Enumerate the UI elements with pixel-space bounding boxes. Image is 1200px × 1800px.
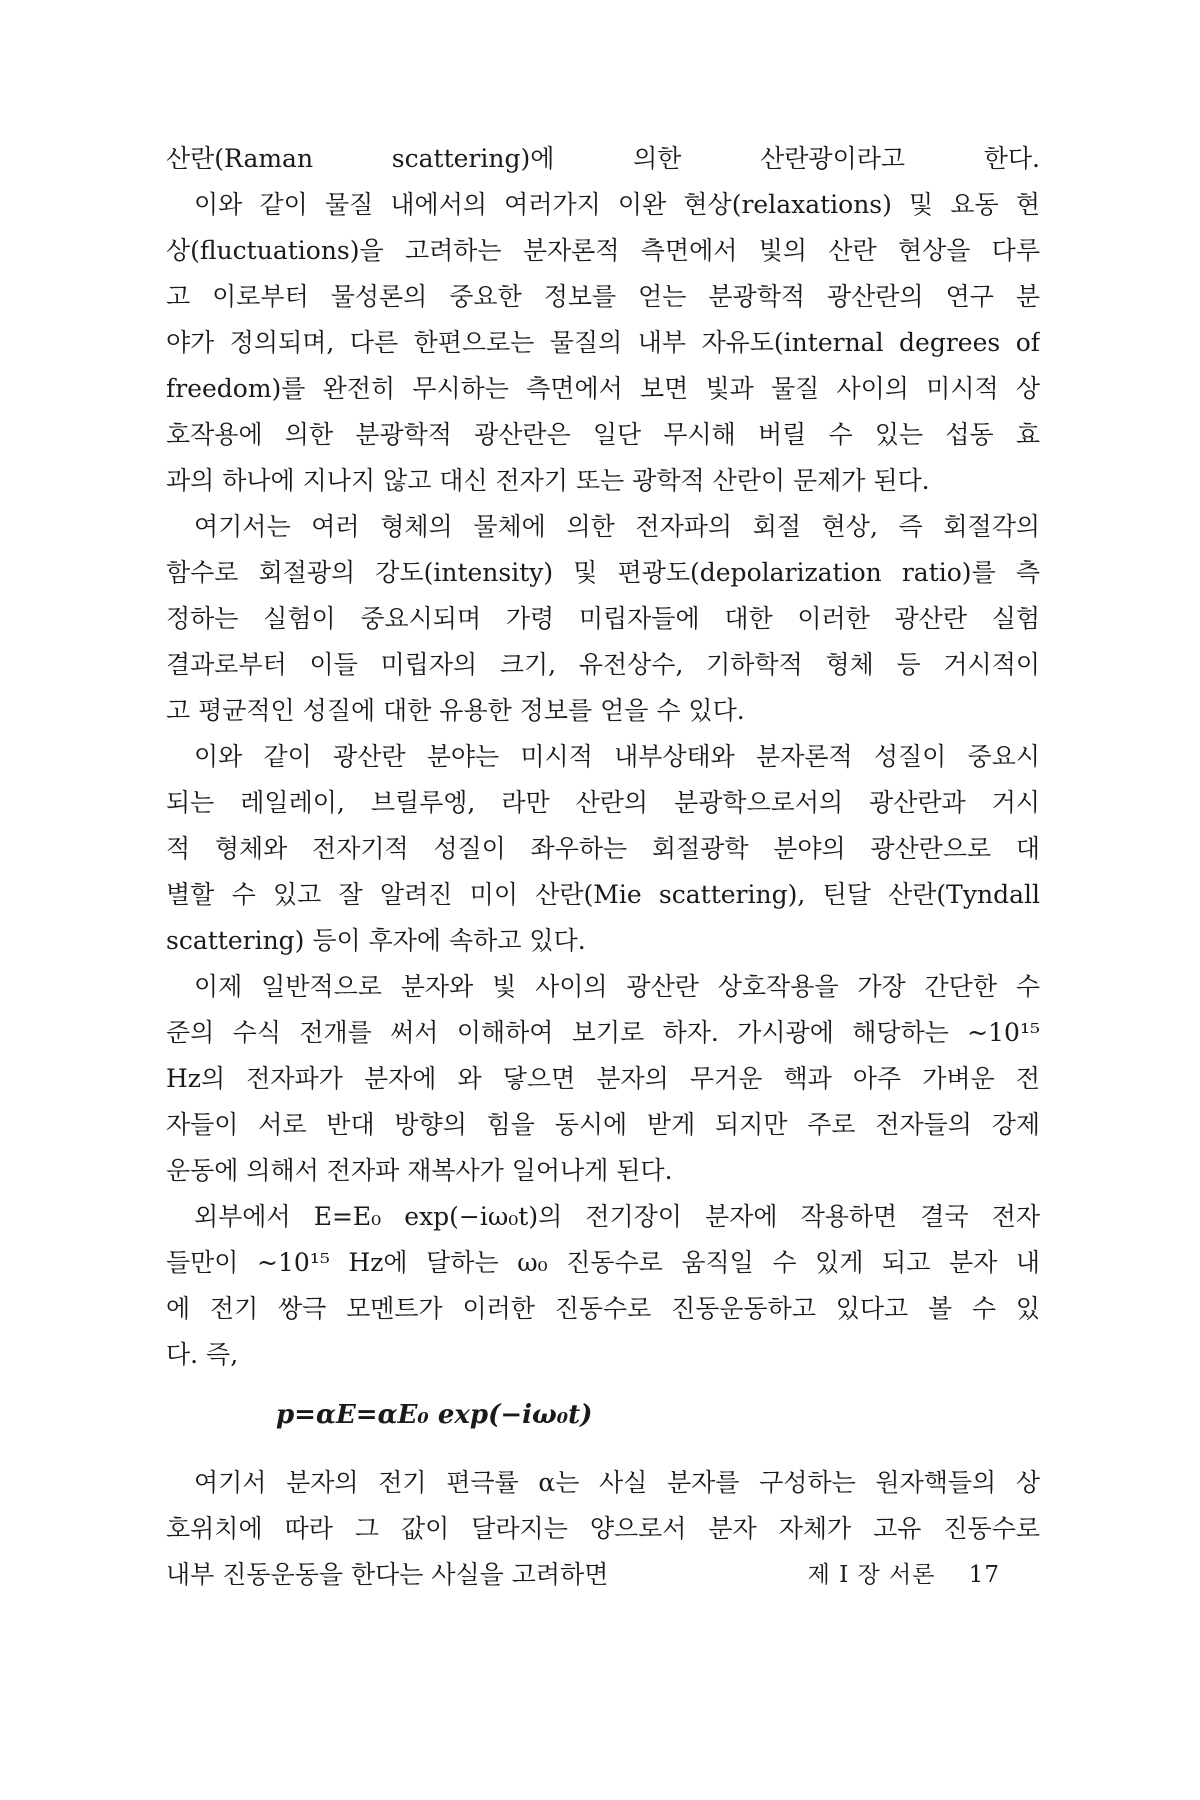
page-number: 17 [968,1562,1000,1588]
text-line: 외부에서 E=E₀ exp(−iω₀t)의 전기장이 분자에 작용하면 결국 전자 [194,1202,1040,1231]
text-line: 과의 하나에 지나지 않고 대신 전자기 또는 광학적 산란이 문제가 된다. [166,466,930,495]
text-line: 내부 진동운동을 한다는 사실을 고려하면 [166,1560,609,1589]
text-line: 되는 레일레이, 브릴루엥, 라만 산란의 분광학으로서의 광산란과 거시 [166,788,1040,817]
text-line: 산란(Raman scattering)에 의한 산란광이라고 한다. [166,144,1040,173]
text-line: 정하는 실험이 중요시되며 가령 미립자들에 대한 이러한 광산란 실험 [166,604,1040,633]
text-line: 상(fluctuations)을 고려하는 분자론적 측면에서 빛의 산란 현상을 다루 [166,236,1040,265]
text-line: 이제 일반적으로 분자와 빛 사이의 광산란 상호작용을 가장 간단한 수 [194,972,1040,1001]
text-line: 자들이 서로 반대 방향의 힘을 동시에 받게 되지만 주로 전자들의 강제 [166,1110,1040,1139]
text-line: 여기서는 여러 형체의 물체에 의한 전자파의 회절 현상, 즉 회절각의 [194,512,1040,541]
text-line: 호작용에 의한 분광학적 광산란은 일단 무시해 버릴 수 있는 섭동 효 [166,420,1040,449]
chapter-label: 제 I 장 서론 [807,1562,936,1588]
text-line: 이와 같이 광산란 분야는 미시적 내부상태와 분자론적 성질이 중요시 [194,742,1040,771]
page-footer [0,1560,1000,1590]
spacer [166,1438,1040,1460]
text-line: scattering) 등이 후자에 속하고 있다. [166,926,586,955]
text-line: 고 평균적인 성질에 대한 유용한 정보를 얻을 수 있다. [166,696,745,725]
text-line: 결과로부터 이들 미립자의 크기, 유전상수, 기하학적 형체 등 거시적이 [166,650,1040,679]
footer-spacer [944,1562,961,1588]
text-line: 다. 즉, [166,1340,239,1369]
text-line: 호위치에 따라 그 값이 달라지는 양으로서 분자 자체가 고유 진동수로 [166,1514,1040,1543]
text-line: 들만이 ~10¹⁵ Hz에 달하는 ω₀ 진동수로 움직일 수 있게 되고 분자 내 [166,1248,1040,1277]
text-line: 별할 수 있고 잘 알려진 미이 산란(Mie scattering), 틴달 산란(Tyndall [166,880,1040,909]
text-line: 고 이로부터 물성론의 중요한 정보를 얻는 분광학적 광산란의 연구 분 [166,282,1040,311]
text-line: Hz의 전자파가 분자에 와 닿으면 분자의 무거운 핵과 아주 가벼운 전 [166,1064,1040,1093]
equation: p=αE=αE₀ exp(−iω₀t) [276,1400,593,1430]
text-line: 함수로 회절광의 강도(intensity) 및 편광도(depolarization ratio)를 측 [166,558,1040,587]
body-text [166,136,1040,1598]
text-line: 여기서 분자의 전기 편극률 α는 사실 분자를 구성하는 원자핵들의 상 [194,1468,1040,1497]
text-line: 운동에 의해서 전자파 재복사가 일어나게 된다. [166,1156,673,1185]
text-line: 적 형체와 전자기적 성질이 좌우하는 회절광학 분야의 광산란으로 대 [166,834,1040,863]
text-line: 이와 같이 물질 내에서의 여러가지 이완 현상(relaxations) 및 요동 현 [194,190,1040,219]
text-line: 야가 정의되며, 다른 한편으로는 물질의 내부 자유도(internal degrees of [166,328,1040,357]
text-line: 준의 수식 전개를 써서 이해하여 보기로 하자. 가시광에 해당하는 ~10¹⁵ [166,1018,1040,1047]
text-line: freedom)를 완전히 무시하는 측면에서 보면 빛과 물질 사이의 미시적 상 [166,374,1040,403]
spacer [166,1378,1040,1392]
text-line: 에 전기 쌍극 모멘트가 이러한 진동수로 진동운동하고 있다고 볼 수 있 [166,1294,1040,1323]
